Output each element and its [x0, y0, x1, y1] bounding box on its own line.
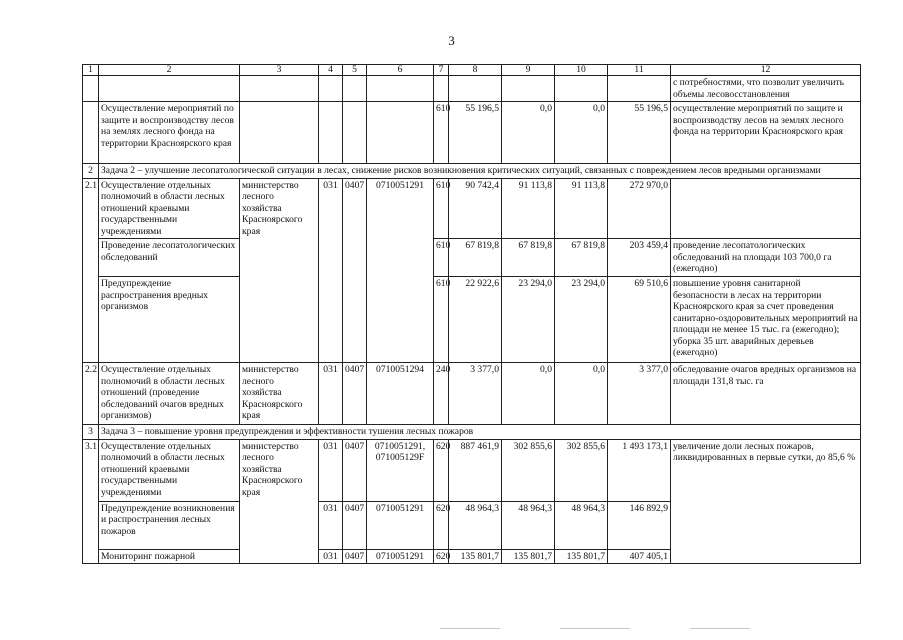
- amount-cell: 22 922,6: [449, 277, 502, 363]
- col-header: 5: [343, 65, 367, 76]
- csr-cell: 0710051291: [367, 549, 434, 564]
- amount-cell: 302 855,6: [555, 439, 608, 501]
- col-header: 1: [83, 65, 99, 76]
- scan-artifact: [690, 628, 750, 629]
- section-title: Задача 3 – повышение уровня предупреждения и эффективности тушения лесных пожаров: [99, 425, 861, 440]
- page-number: 3: [448, 33, 455, 48]
- amount-cell: 135 801,7: [555, 549, 608, 564]
- table-row: [83, 277, 861, 363]
- csr-cell: 0710051291: [367, 178, 434, 363]
- scan-artifact: [560, 628, 630, 629]
- amount-cell: 67 819,8: [449, 239, 502, 277]
- col-header: 9: [502, 65, 555, 76]
- rzpr-cell: 0407: [343, 501, 367, 549]
- col-header: 2: [99, 65, 240, 76]
- section-number: 3: [83, 425, 99, 440]
- item-number: 2.2: [83, 363, 99, 425]
- measure-name-cell: Проведение лесопатологических обследований: [99, 239, 240, 277]
- administrator-cell: министерство лесного хозяйства Красноярского края: [240, 363, 319, 425]
- amount-cell: 55 196,5: [608, 102, 671, 164]
- vr-cell: 610: [434, 277, 449, 363]
- col-header: 6: [367, 65, 434, 76]
- table-row: [83, 239, 861, 277]
- csr-cell: 0710051294: [367, 363, 434, 425]
- amount-cell: 272 970,0: [608, 178, 671, 239]
- expected-result-cell: обследование очагов вредных организмов на площади 131,8 тыс. га: [671, 363, 861, 425]
- item-number: 2.1: [83, 178, 99, 363]
- expected-result-cell: осуществление мероприятий по защите и воспроизводству лесов на землях лесного фонда на территории Красноярского края: [671, 102, 861, 164]
- col-header: 8: [449, 65, 502, 76]
- amount-cell: 146 892,9: [608, 501, 671, 549]
- section-number: 2: [83, 164, 99, 179]
- col-header: 7: [434, 65, 449, 76]
- col-header: 12: [671, 65, 861, 76]
- amount-cell: 90 742,4: [449, 178, 502, 239]
- measure-name-cell: Предупреждение распространения вредных организмов: [99, 277, 240, 363]
- amount-cell: 0,0: [502, 102, 555, 164]
- amount-cell: 0,0: [502, 363, 555, 425]
- amount-cell: 69 510,6: [608, 277, 671, 363]
- vr-cell: 610: [434, 239, 449, 277]
- grbs-cell: 031: [319, 363, 343, 425]
- vr-cell: 240: [434, 363, 449, 425]
- col-header: 11: [608, 65, 671, 76]
- table-row: [83, 102, 861, 164]
- section-row: [83, 164, 861, 179]
- amount-cell: 67 819,8: [555, 239, 608, 277]
- amount-cell: 48 964,3: [502, 501, 555, 549]
- amount-cell: 67 819,8: [502, 239, 555, 277]
- program-measures-table: [82, 64, 861, 564]
- vr-cell: 620: [434, 549, 449, 564]
- expected-result-cell: проведение лесопатологических обследований на площади 103 700,0 га (ежегодно): [671, 239, 861, 277]
- section-title: Задача 2 – улучшение лесопатологической ситуации в лесах, снижение рисков возникновения критических ситуаций, связанных с повреждением лесов вредными организмами: [99, 164, 861, 179]
- table-row: [83, 363, 861, 425]
- amount-cell: 135 801,7: [449, 549, 502, 564]
- grbs-cell: 031: [319, 178, 343, 363]
- amount-cell: 203 459,4: [608, 239, 671, 277]
- amount-cell: 91 113,8: [555, 178, 608, 239]
- vr-cell: 620: [434, 439, 449, 501]
- measure-name-cell: Осуществление отдельных полномочий в области лесных отношений (проведение обследований очагов вредных организмов): [99, 363, 240, 425]
- amount-cell: 23 294,0: [555, 277, 608, 363]
- grbs-cell: 031: [319, 549, 343, 564]
- rzpr-cell: 0407: [343, 439, 367, 501]
- col-header: 4: [319, 65, 343, 76]
- administrator-cell: министерство лесного хозяйства Красноярского края: [240, 178, 319, 363]
- col-header: 10: [555, 65, 608, 76]
- measure-name-cell: Осуществление мероприятий по защите и воспроизводству лесов на землях лесного фонда на территории Красноярского края: [99, 102, 240, 164]
- amount-cell: 48 964,3: [449, 501, 502, 549]
- grbs-cell: 031: [319, 439, 343, 501]
- amount-cell: 48 964,3: [555, 501, 608, 549]
- table-row: [83, 76, 861, 102]
- amount-cell: 0,0: [555, 102, 608, 164]
- csr-cell: 0710051291, 071005129F: [367, 439, 434, 501]
- amount-cell: 407 405,1: [608, 549, 671, 564]
- grbs-cell: 031: [319, 501, 343, 549]
- section-row: [83, 425, 861, 440]
- amount-cell: 302 855,6: [502, 439, 555, 501]
- expected-result-cell: повышение уровня санитарной безопасности в лесах на территории Красноярского края за счет проведения санитарно-оздоровительных мероприятий на площади не менее 15 тыс. га (ежегодно); уборка 35 шт. аварийных деревьев (ежегодно): [671, 277, 861, 363]
- measure-name-cell: Осуществление отдельных полномочий в области лесных отношений краевыми государственными учреждениями: [99, 178, 240, 239]
- expected-result-cell: [671, 178, 861, 239]
- table-row: [83, 178, 861, 239]
- administrator-cell: министерство лесного хозяйства Красноярского края: [240, 439, 319, 564]
- amount-cell: 55 196,5: [449, 102, 502, 164]
- vr-cell: 620: [434, 501, 449, 549]
- csr-cell: 0710051291: [367, 501, 434, 549]
- amount-cell: 3 377,0: [449, 363, 502, 425]
- column-number-row: [83, 65, 861, 76]
- amount-cell: 91 113,8: [502, 178, 555, 239]
- amount-cell: 23 294,0: [502, 277, 555, 363]
- item-number: 3.1: [83, 439, 99, 564]
- measure-name-cell: Мониторинг пожарной: [99, 549, 240, 564]
- amount-cell: 3 377,0: [608, 363, 671, 425]
- rzpr-cell: 0407: [343, 549, 367, 564]
- col-header: 3: [240, 65, 319, 76]
- amount-cell: 1 493 173,1: [608, 439, 671, 501]
- amount-cell: 135 801,7: [502, 549, 555, 564]
- amount-cell: 0,0: [555, 363, 608, 425]
- measure-name-cell: Предупреждение возникновения и распространения лесных пожаров: [99, 501, 240, 549]
- table-row: [83, 439, 861, 501]
- vr-cell: 610: [434, 178, 449, 239]
- scan-artifact: [440, 628, 500, 629]
- expected-result-cell: с потребностями, что позволит увеличить объемы лесовосстановления: [671, 76, 861, 102]
- vr-cell: 610: [434, 102, 449, 164]
- rzpr-cell: 0407: [343, 178, 367, 363]
- rzpr-cell: 0407: [343, 363, 367, 425]
- measure-name-cell: Осуществление отдельных полномочий в области лесных отношений краевыми государственными учреждениями: [99, 439, 240, 501]
- amount-cell: 887 461,9: [449, 439, 502, 501]
- expected-result-cell: увеличение доли лесных пожаров, ликвидированных в первые сутки, до 85,6 %: [671, 439, 861, 564]
